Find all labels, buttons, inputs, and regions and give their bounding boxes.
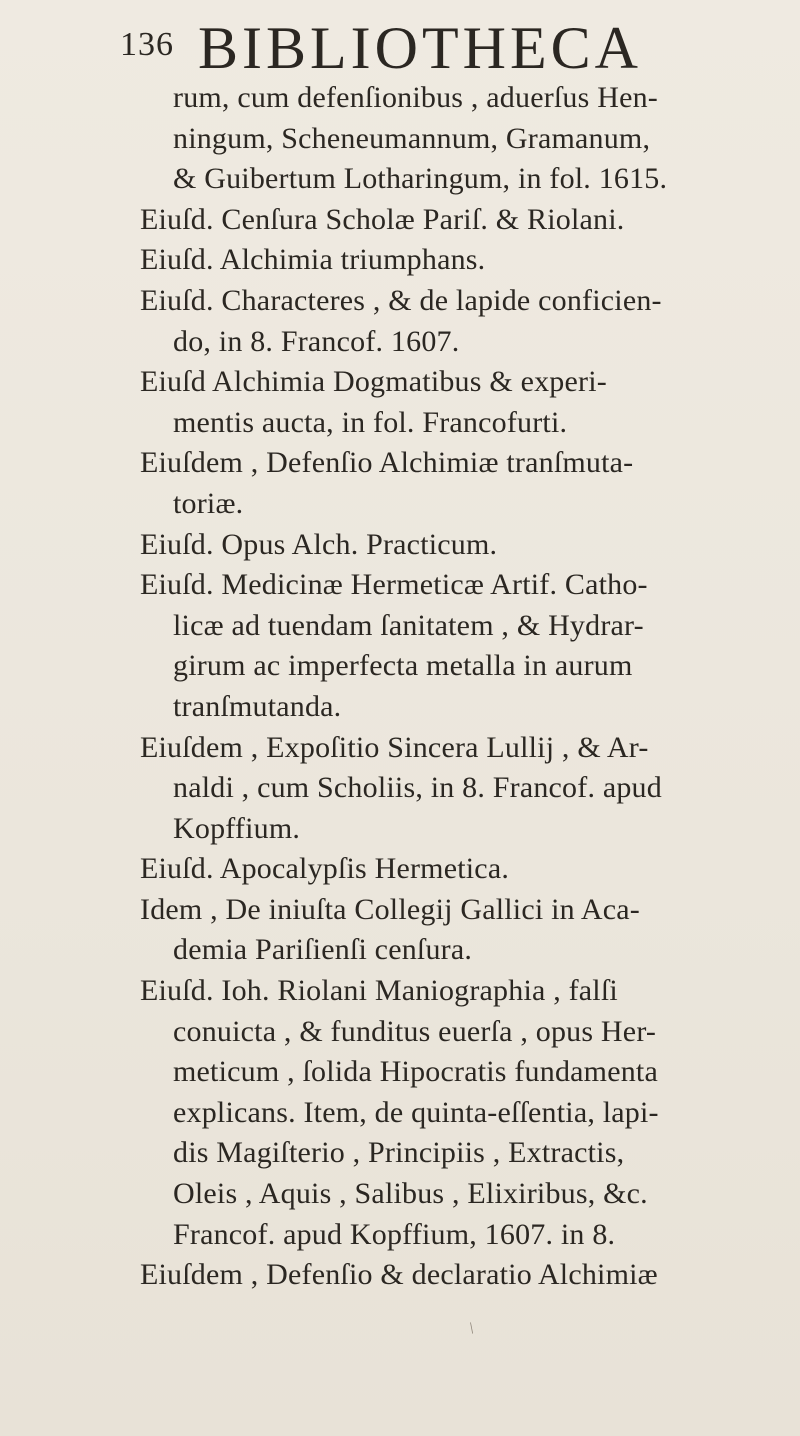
catalogue-continuation-line: & Guibertum Lotharingum, in fol. 1615. (173, 162, 668, 196)
catalogue-continuation-line: girum ac imperfecta metalla in aurum (173, 649, 633, 683)
catalogue-entry-line: Eiuſdem , Expoſitio Sincera Lullij , & Ar- (140, 730, 649, 764)
catalogue-entry-line: Eiuſd Alchimia Dogmatibus & experi- (140, 365, 607, 399)
catalogue-entry-line: Eiuſd. Opus Alch. Practicum. (140, 527, 498, 561)
catalogue-continuation-line: tranſmutanda. (173, 689, 342, 723)
catalogue-continuation-line: rum, cum defenſionibus , aduerſus Hen- (173, 81, 658, 114)
catalogue-continuation-line: conuicta , & funditus euerſa , opus Her- (173, 1014, 657, 1048)
catalogue-continuation-line: toriæ. (173, 486, 244, 520)
catalogue-continuation-line: demia Pariſienſi cenſura. (173, 933, 473, 967)
catalogue-entry-line: Eiuſd. Alchimia triumphans. (140, 243, 486, 277)
catalogue-text (140, 78, 780, 1296)
catalogue-entry-line: Idem , De iniuſta Collegij Gallici in Aca- (140, 892, 640, 926)
catalogue-continuation-line: naldi , cum Scholiis, in 8. Francof. apud (173, 771, 662, 805)
catalogue-entry-line: Eiuſdem , Defenſio & declaratio Alchimiæ (140, 1258, 658, 1292)
running-head: BIBLIOTHECA (198, 15, 642, 81)
catalogue-continuation-line: meticum , ſolida Hipocratis fundamenta (173, 1055, 658, 1089)
catalogue-entry-line: Eiuſd. Apocalypſis Hermetica. (140, 852, 510, 886)
catalogue-continuation-line: explicans. Item, de quinta-eſſentia, lapi- (173, 1095, 659, 1129)
ink-mark: / (465, 1320, 479, 1338)
catalogue-entry-line: Eiuſd. Characteres , & de lapide conficien- (140, 283, 662, 317)
catalogue-continuation-line: Francof. apud Kopffium, 1607. in 8. (173, 1217, 616, 1251)
catalogue-entry-line: Eiuſd. Medicinæ Hermeticæ Artif. Catho- (140, 568, 648, 602)
page-number: 136 (120, 26, 174, 63)
catalogue-entry-line: Eiuſd. Ioh. Riolani Maniographia , falſi (140, 974, 618, 1008)
catalogue-continuation-line: ningum, Scheneumannum, Gramanum, (173, 121, 651, 155)
catalogue-continuation-line: do, in 8. Francof. 1607. (173, 324, 460, 358)
catalogue-entry-line: Eiuſdem , Defenſio Alchimiæ tranſmuta- (140, 446, 634, 480)
catalogue-continuation-line: Kopffium. (173, 811, 301, 845)
catalogue-entry-line: Eiuſd. Cenſura Scholæ Pariſ. & Riolani. (140, 202, 625, 236)
catalogue-continuation-line: licæ ad tuendam ſanitatem , & Hydrar- (173, 608, 644, 642)
catalogue-continuation-line: dis Magiſterio , Principiis , Extractis, (173, 1136, 625, 1170)
catalogue-continuation-line: mentis aucta, in fol. Francofurti. (173, 405, 568, 439)
page-header (120, 14, 720, 84)
catalogue-continuation-line: Oleis , Aquis , Salibus , Elixiribus, &c. (173, 1177, 648, 1211)
